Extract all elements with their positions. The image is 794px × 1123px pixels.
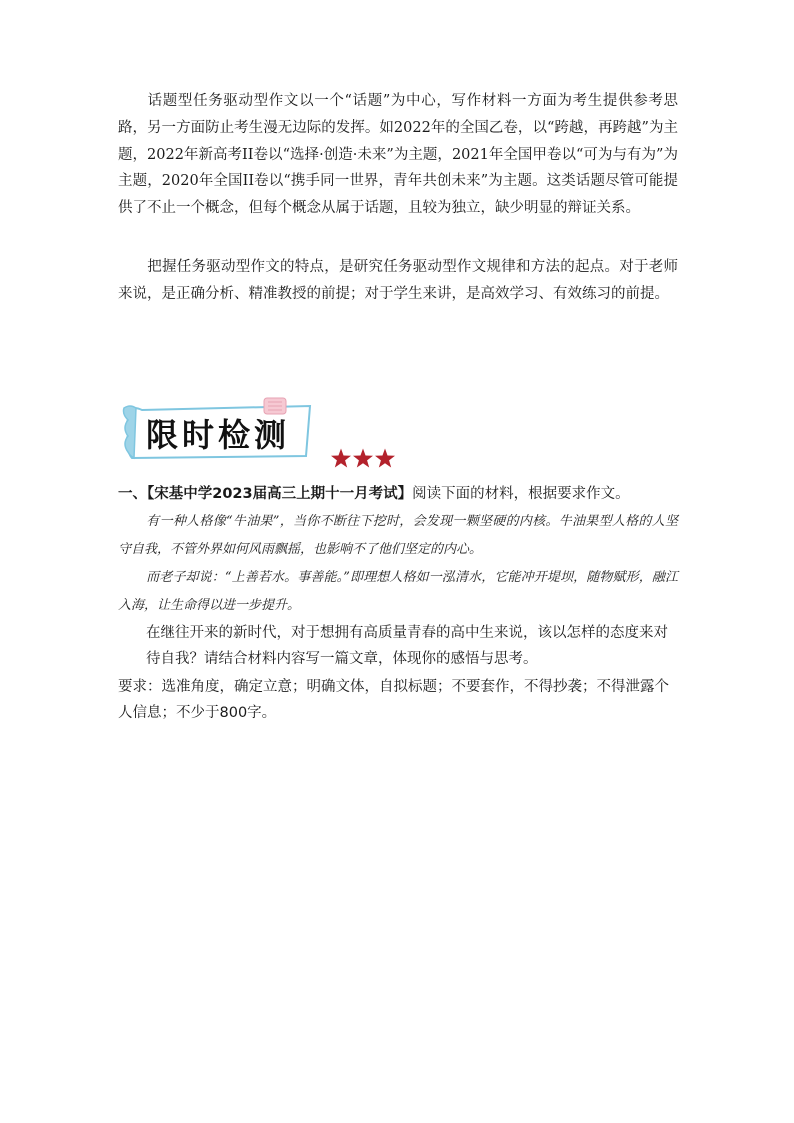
star-icon (375, 449, 395, 468)
intro-paragraph-1 (118, 88, 678, 222)
intro-paragraph-2-text: 把握任务驱动型作文的特点，是研究任务驱动型作文规律和方法的起点。对于老师来说，是正确分析、精准教授的前提；对于学生来讲，是高效学习、有效练习的前提。 (118, 259, 678, 302)
difficulty-stars (330, 447, 396, 471)
writing-task: 在继往开来的新时代，对于想拥有高质量青春的高中生来说，该以怎样的态度来对待自我？请结合材料内容写一篇文章，体现你的感悟与思考。 (146, 625, 668, 667)
question-instruction: 阅读下面的材料，根据要求作文。 (412, 486, 630, 502)
question-header (118, 484, 630, 504)
material-1-text: 有一种人格像“牛油果”，当你不断往下挖时，会发现一颗坚硬的内核。牛油果型人格的人坚守自我，不管外界如何风雨飘摇，也影响不了他们坚定的内心。 (118, 514, 678, 557)
material-2-text: 而老子却说：“上善若水。事善能。”即理想人格如一泓清水，它能冲开堤坝，随物赋形，融江入海，让生命得以进一步提升。 (118, 570, 678, 613)
star-icon (331, 449, 351, 468)
star-icon (353, 449, 373, 468)
question-source: 【宋基中学2023届高三上期十一月考试】 (147, 486, 413, 502)
writing-requirements: 要求：选准角度，确定立意；明确文体，自拟标题；不要套作，不得抄袭；不得泄露个人信息；不少于800字。 (118, 679, 669, 721)
section-title: 限时检测 (146, 416, 291, 454)
intro-paragraph-2 (118, 254, 678, 308)
material-paragraph-1 (118, 508, 678, 564)
intro-paragraph-1-text: 话题型任务驱动型作文以一个“话题”为中心，写作材料一方面为考生提供参考思路，另一方面防止考生漫无边际的发挥。如2022年的全国乙卷，以“跨越，再跨越”为主题，2022年新高考II卷以“选择·创造·未来”为主题，2021年全国甲卷以“可为与有为”为主题，2020年全国II卷以“携手同一世界，青年共创未来”为主题。这类话题尽管可能提供了不止一个概念，但每个概念从属于话题，且较为独立，缺少明显的辩证关系。 (118, 93, 678, 217)
material-paragraph-2 (118, 564, 678, 620)
question-number: 一、 (118, 486, 147, 502)
